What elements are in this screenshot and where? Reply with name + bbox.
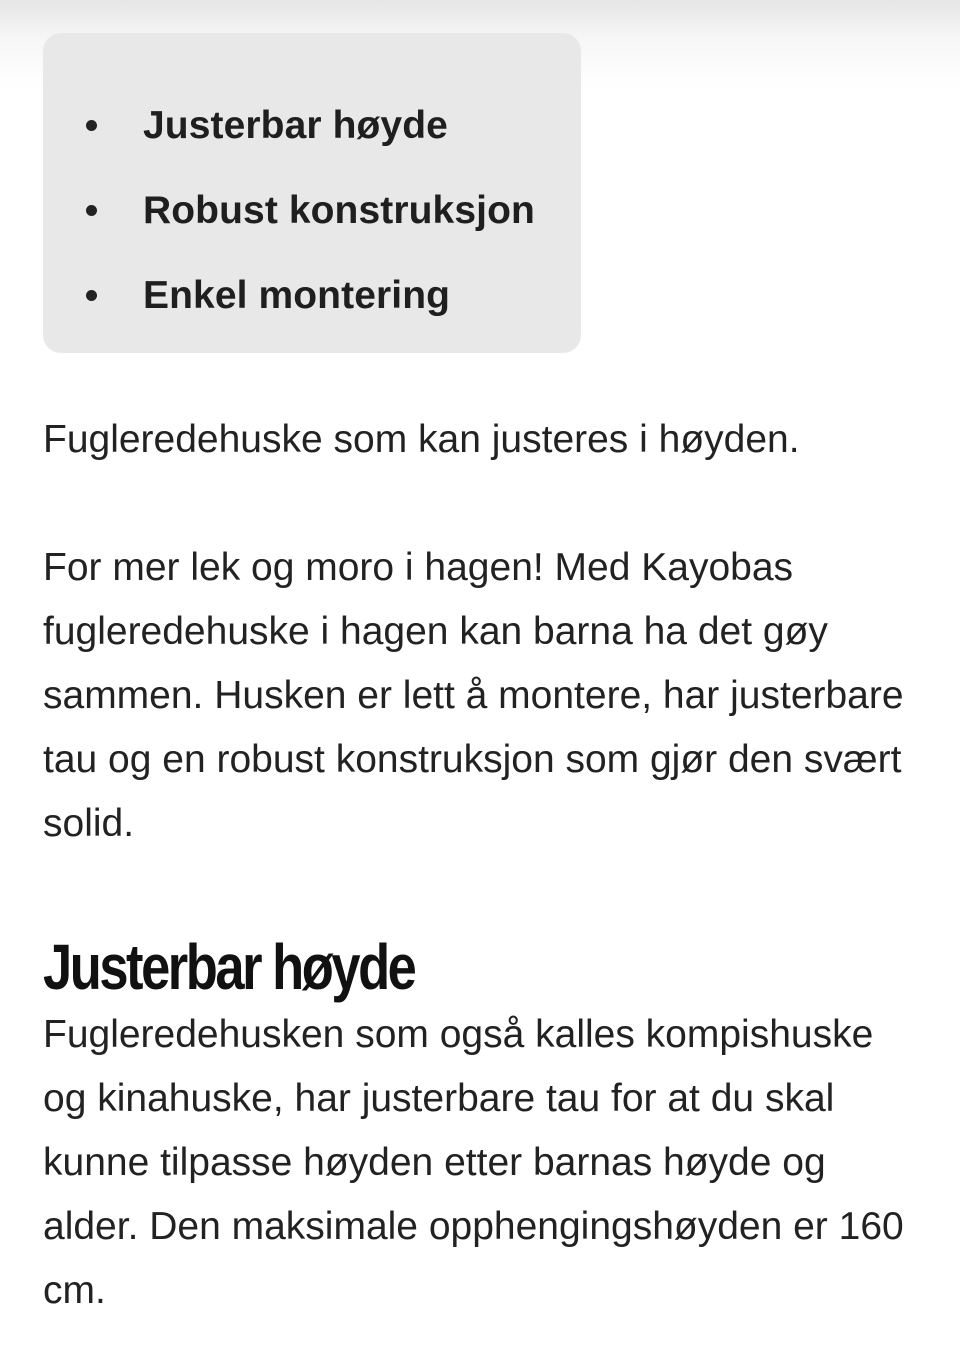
product-description-text: For mer lek og moro i hagen! Med Kayobas fugleredehuske i hagen kan barna ha det gøy sammen. Husken er lett å montere, har justerbare tau og en robust konstruksjon som gjør den svært solid. <box>43 546 904 845</box>
section-body-text: Fugleredehusken som også kalles kompishuske og kinahuske, har justerbare tau for at du skal kunne tilpasse høyden etter barnas høyde og alder. Den maksimale opphengingshøyden er 160 cm. <box>43 1013 904 1312</box>
bullet-icon <box>86 290 97 301</box>
feature-label: Justerbar høyde <box>143 104 448 147</box>
feature-item <box>43 83 581 168</box>
bullet-icon <box>86 205 97 216</box>
feature-item <box>43 168 581 253</box>
product-tagline: Fugleredehuske som kan justeres i høyden. <box>43 418 800 461</box>
bullet-icon <box>86 120 97 131</box>
feature-label: Robust konstruksjon <box>143 189 535 232</box>
feature-list <box>43 83 581 338</box>
feature-highlights-box <box>43 33 581 353</box>
feature-label: Enkel montering <box>143 274 451 317</box>
feature-item <box>43 253 581 338</box>
product-description <box>43 33 923 1323</box>
section-heading: Justerbar høyde <box>43 931 415 1003</box>
